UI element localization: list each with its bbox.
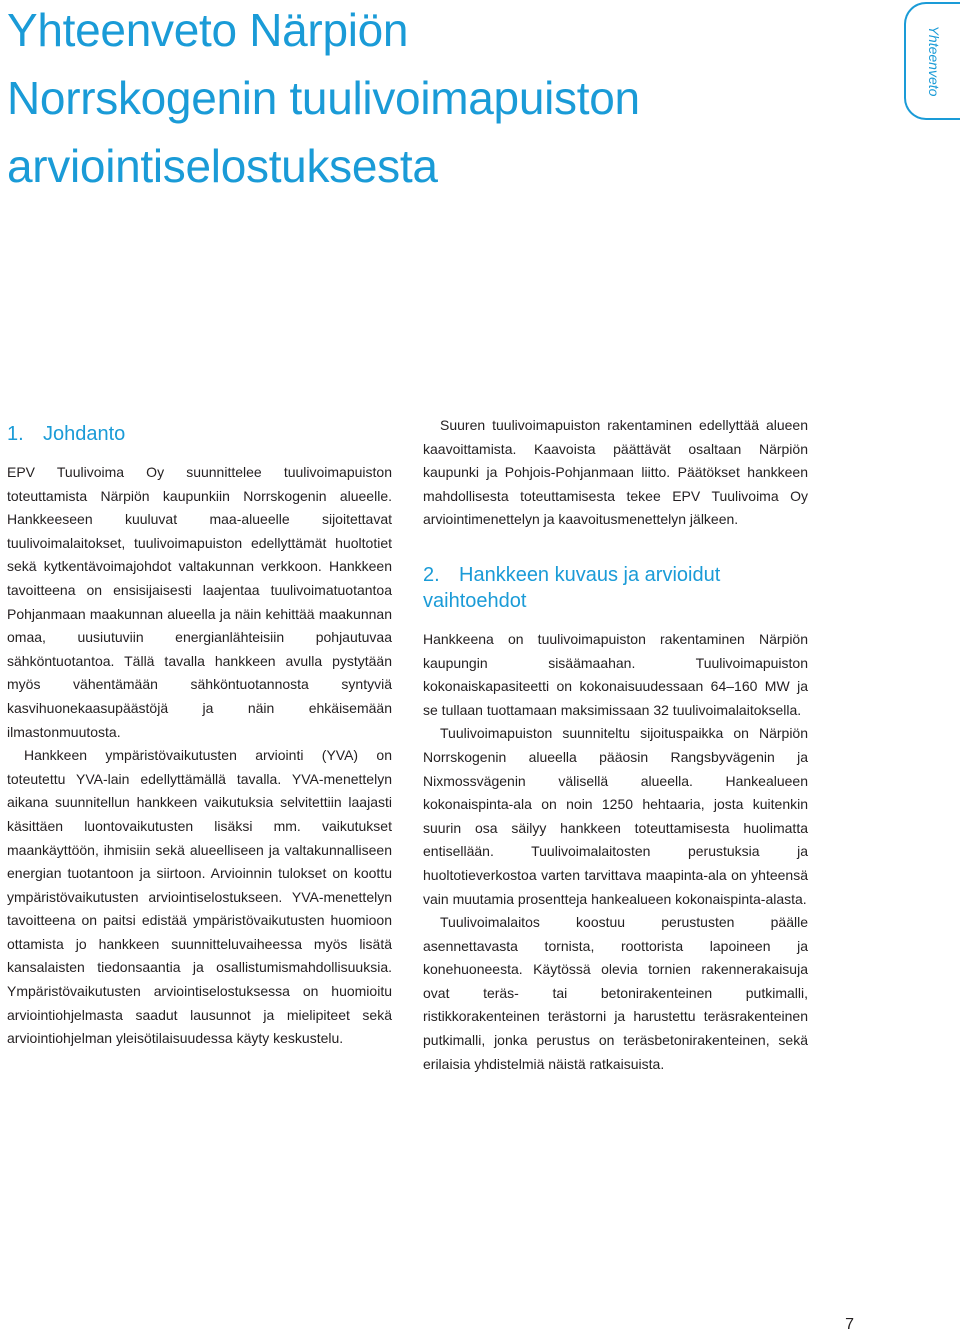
section-2-number: 2. xyxy=(423,563,440,586)
section-1-heading xyxy=(7,421,392,447)
left-column xyxy=(7,421,392,1051)
section-2-paragraph: Hankkeena on tuulivoimapuiston rakentaminen Närpiön kaupungin sisäämaahan. Tuulivoimapuiston kokonaiskapasiteetti on kokonaisuudessaan 64–160 MW ja se tullaan tuottamaan maksimissaan 32 tuulivoimalaitoksella. xyxy=(423,630,808,718)
page-number: 7 xyxy=(845,1316,854,1333)
section-1-paragraph: Hankkeen ympäristövaikutusten arviointi (YVA) on toteutettu YVA-lain edellyttämällä tavalla. YVA-menettelyn aikana suunnitellun hankkeen vaikutuksia selvitettiin laajasti käsittäen luontovaikutusten lisäksi mm. vaikutukset maankäyttöön, ihmisiin sekä alueelliseen ja valtakunnalliseen energian tuotantoon ja siirtoon. Arvioinnin tulokset on koottu ympäristövaikutusten arviointiselostukseen. YVA-menettelyn tavoitteena on paitsi edistää ympäristövaikutusten huomioon ottamista jo hankkeen suunnitteluvaiheessa myös lisätä kansalaisten tiedonsaantia ja osallistumismahdollisuuksia. Ympäristövaikutusten arviointiselostuksessa on huomioitu arviointiohjelmasta saadut lausunnot ja mielipiteet sekä arviointiohjelman yleisötilaisuudessa käyty keskustelu. xyxy=(7,747,392,1047)
section-1-number: 1. xyxy=(7,423,24,445)
document-title xyxy=(7,0,867,200)
title-line-2: Norrskogenin tuulivoimapuiston xyxy=(7,72,640,124)
side-tab-label: Yhteenveto xyxy=(926,25,942,97)
section-2-title-line-2: vaihtoehdot xyxy=(423,589,527,612)
title-line-3: arviointiselostuksesta xyxy=(7,140,438,192)
right-intro-paragraph: Suuren tuulivoimapuiston rakentaminen edellyttää alueen kaavoittamista. Kaavoista päättävät osaltaan Närpiön kaupunki ja Pohjois-Pohjanmaan liitto. Päätökset hankkeen mahdollisesta toteuttamisesta tekee EPV Tuulivoima Oy arviointimenettelyn ja kaavoitusmenettelyn jälkeen. xyxy=(423,417,808,528)
section-side-tab xyxy=(904,2,960,120)
section-1-paragraph: EPV Tuulivoima Oy suunnittelee tuulivoimapuiston toteuttamista Närpiön kaupunkiin Norrskogenin alueelle. Hankkeeseen kuuluvat maa-alueelle sijoitettavat tuulivoimalaitokset, tuulivoimapuiston edellyttämät huoltotiet sekä kytkentävoimajohdot valtakunnan verkkoon. Hankkeen tavoitteena on ensisijaisesti laajentaa tuulivoimatuotantoa Pohjanmaan maakunnan alueella ja näin kehittää maakunnan omaa, uusiutuviin energianlähteisiin pohjautuvaa sähköntuotantoa. Tällä tavalla hankkeen avulla pystytään myös vähentämään sähköntuotannosta syntyviä kasvihuonekaasupäästöjä ja näin ehkäisemään ilmastonmuutosta. xyxy=(7,464,392,740)
right-column xyxy=(423,414,808,1076)
section-2-title-line-1: Hankkeen kuvaus ja arvioidut xyxy=(459,563,721,586)
section-2-paragraph: Tuulivoimapuiston suunniteltu sijoituspaikka on Närpiön Norrskogenin alueella pääosin Rangsbyvägenin ja Nixmossvägenin välisellä alueella. Hankealueen kokonaispinta-ala on noin 1250 hehtaaria, josta kuitenkin suurin osa säilyy hankkeen toteuttamisesta huolimatta entisellään. Tuulivoimalaitosten perustuksia ja huoltotieverkostoa varten tarvittava maapinta-ala on yhteensä vain muutamia prosentteja hankealueen kokonaispinta-alasta. xyxy=(423,725,808,907)
title-line-1: Yhteenveto Närpiön xyxy=(7,4,409,56)
section-2-paragraph: Tuulivoimalaitos koostuu perustusten päälle asennettavasta tornista, roottorista lapoineen ja konehuoneesta. Käytössä olevia tornien rakennerakaisuja ovat teräs- tai betonirakenteinen putkimalli, ristikkorakenteinen terästorni ja harustettu teräsrakenteinen putkimalli, jonka perustus on teräsbetonirakenteinen, sekä erilaisia yhdistelmiä näistä ratkaisuista. xyxy=(423,914,808,1072)
section-1-title: Johdanto xyxy=(43,423,126,445)
section-2-heading xyxy=(423,562,808,614)
